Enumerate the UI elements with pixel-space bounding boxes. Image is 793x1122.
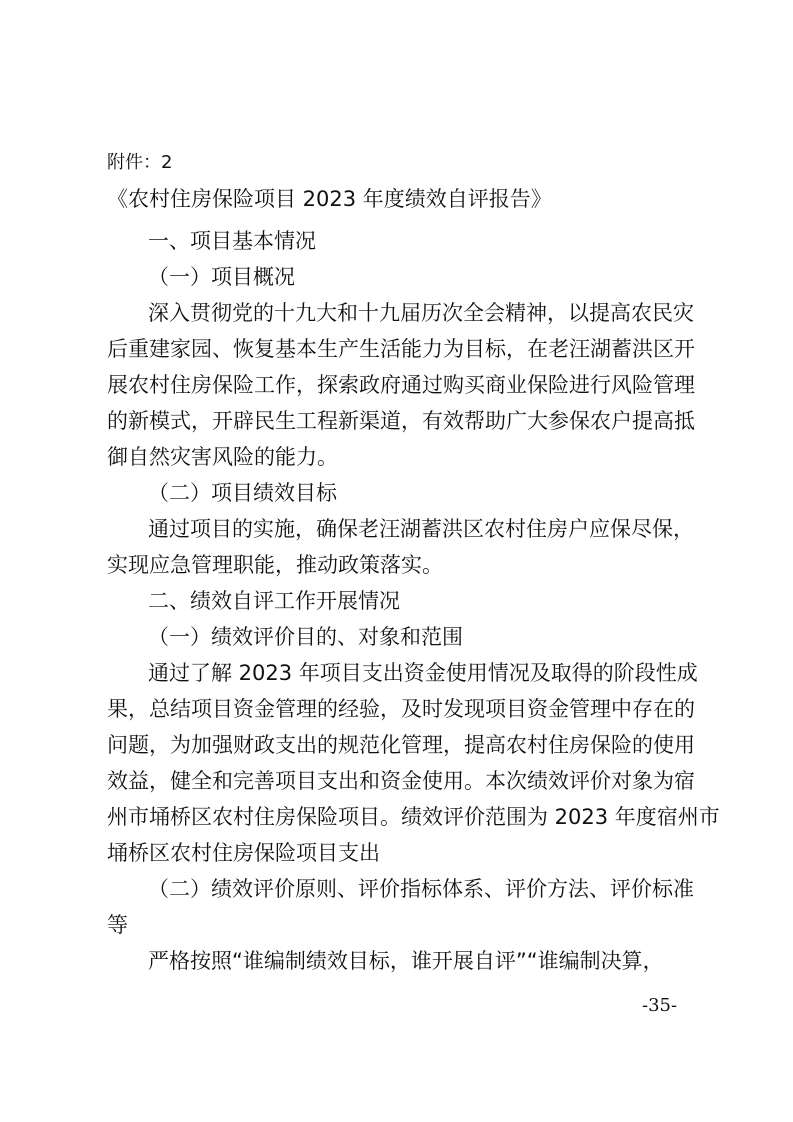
paragraph-line: 通过了解 2023 年项目支出资金使用情况及取得的阶段性成 bbox=[148, 661, 698, 685]
paragraph-line: 效益，健全和完善项目支出和资金使用。本次绩效评价对象为宿 bbox=[107, 769, 695, 793]
paragraph-line: 果，总结项目资金管理的经验，及时发现项目资金管理中存在的 bbox=[107, 697, 695, 721]
subsection-heading-1-2: （二）项目绩效目标 bbox=[148, 481, 337, 505]
paragraph-line: 州市埇桥区农村住房保险项目。绩效评价范围为 2023 年度宿州市 bbox=[107, 805, 720, 829]
paragraph-line: 御自然灾害风险的能力。 bbox=[107, 445, 338, 469]
section-heading-2: 二、绩效自评工作开展情况 bbox=[148, 589, 400, 613]
subsection-heading-2-1: （一）绩效评价目的、对象和范围 bbox=[148, 625, 463, 649]
paragraph-line: 通过项目的实施，确保老汪湖蓄洪区农村住房户应保尽保， bbox=[148, 517, 694, 541]
document-title: 《农村住房保险项目 2023 年度绩效自评报告》 bbox=[107, 187, 552, 211]
paragraph-line: 后重建家园、恢复基本生产生活能力为目标，在老汪湖蓄洪区开 bbox=[107, 337, 695, 361]
subsection-heading-2-2: （二）绩效评价原则、评价指标体系、评价方法、评价标准 bbox=[148, 877, 694, 901]
paragraph-line: 深入贯彻党的十九大和十九届历次全会精神，以提高农民灾 bbox=[148, 301, 694, 325]
page-number: -35- bbox=[642, 995, 678, 1016]
paragraph-line: 展农村住房保险工作，探索政府通过购买商业保险进行风险管理 bbox=[107, 373, 695, 397]
paragraph-line: 的新模式，开辟民生工程新渠道，有效帮助广大参保农户提高抵 bbox=[107, 409, 695, 433]
section-heading-1: 一、项目基本情况 bbox=[148, 229, 316, 253]
paragraph-line: 严格按照“谁编制绩效目标，谁开展自评”“谁编制决算， bbox=[148, 949, 664, 973]
paragraph-line: 实现应急管理职能，推动政策落实。 bbox=[107, 553, 443, 577]
paragraph-line: 埇桥区农村住房保险项目支出 bbox=[107, 841, 380, 865]
attachment-label: 附件：2 bbox=[107, 152, 173, 173]
subsection-heading-2-2-cont: 等 bbox=[107, 913, 128, 937]
paragraph-line: 问题，为加强财政支出的规范化管理，提高农村住房保险的使用 bbox=[107, 733, 695, 757]
subsection-heading-1-1: （一）项目概况 bbox=[148, 265, 295, 289]
